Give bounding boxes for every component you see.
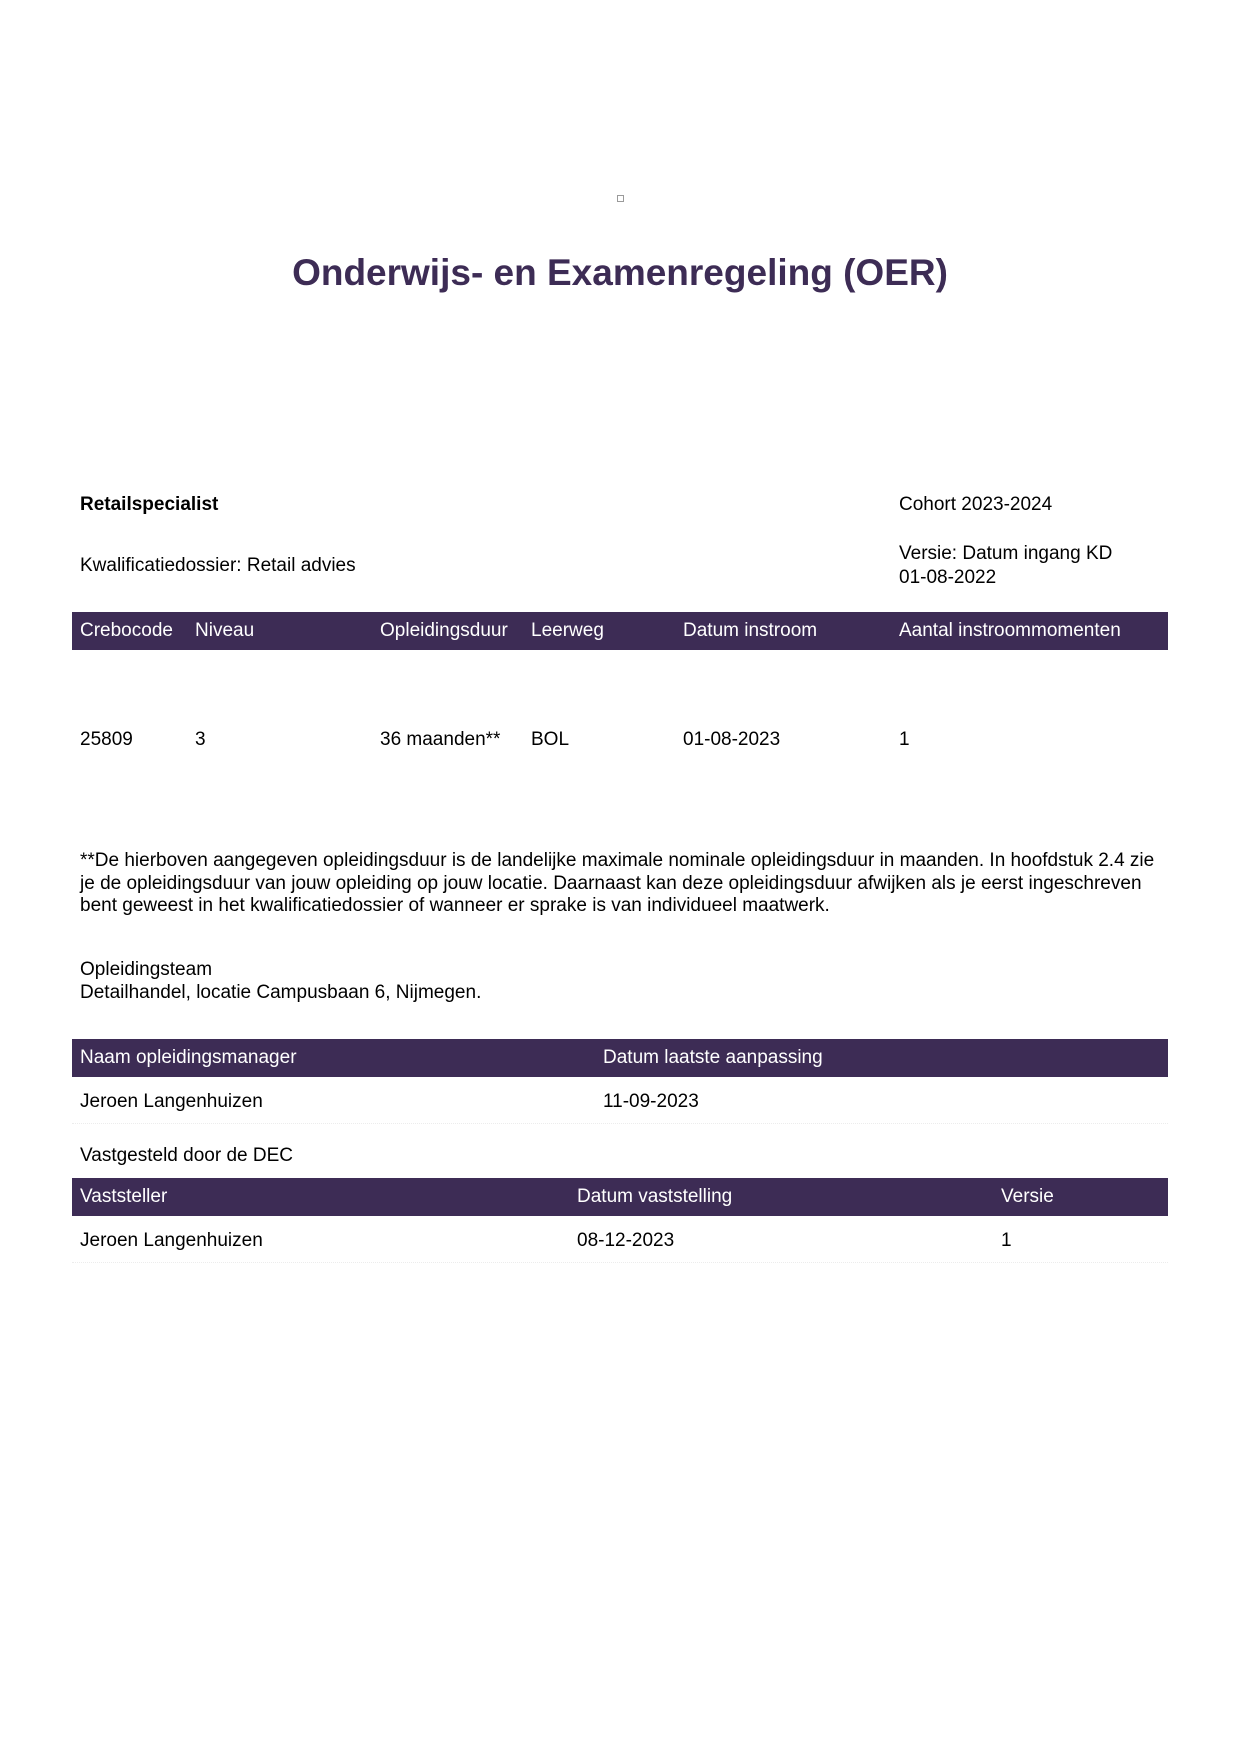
cell-laatste-aanpassing: 11-09-2023 xyxy=(603,1091,699,1112)
image-placeholder-icon xyxy=(617,195,624,202)
cell-manager-name: Jeroen Langenhuizen xyxy=(80,1091,263,1112)
cell-versie: 1 xyxy=(1001,1230,1012,1251)
cell-niveau: 3 xyxy=(195,729,206,750)
cell-crebocode: 25809 xyxy=(80,729,133,750)
header-datum-vaststelling: Datum vaststelling xyxy=(577,1186,733,1207)
header-naam-opleidingsmanager: Naam opleidingsmanager xyxy=(80,1047,297,1068)
cohort-label: Cohort 2023-2024 xyxy=(899,494,1053,515)
cell-vaststeller: Jeroen Langenhuizen xyxy=(80,1230,263,1251)
opleidingsteam-block xyxy=(80,958,481,1004)
versie-label-line2: 01-08-2022 xyxy=(899,567,997,588)
cell-datum-instroom: 01-08-2023 xyxy=(683,729,781,750)
header-niveau: Niveau xyxy=(195,620,255,641)
manager-table-header xyxy=(72,1039,1168,1077)
footnote-text: **De hierboven aangegeven opleidingsduur is de landelijke maximale nominale opleidingsduur in maanden. In hoofdstuk 2.4 zie je de opleidingsduur van jouw opleiding op jouw locatie. Daarnaast kan deze opleidingsduur afwijken als je eerst ingeschreven bent geweest in het kwalificatiedossier of wanneer er sprake is van individueel maatwerk. xyxy=(80,850,1155,916)
row-divider xyxy=(72,1262,1168,1263)
kwalificatiedossier-label: Kwalificatiedossier: Retail advies xyxy=(80,555,356,576)
cell-aantal-instroommomenten: 1 xyxy=(899,729,910,750)
cell-leerweg: BOL xyxy=(531,729,570,750)
opleiding-name: Retailspecialist xyxy=(80,494,219,515)
main-table-header xyxy=(72,612,1168,650)
header-versie: Versie xyxy=(1001,1186,1054,1207)
header-datum-instroom: Datum instroom xyxy=(683,620,818,641)
cell-datum-vaststelling: 08-12-2023 xyxy=(577,1230,675,1251)
header-opleidingsduur: Opleidingsduur xyxy=(380,620,508,641)
cell-opleidingsduur: 36 maanden** xyxy=(380,729,501,750)
row-divider xyxy=(72,1123,1168,1124)
header-vaststeller: Vaststeller xyxy=(80,1186,168,1207)
header-aantal-instroommomenten: Aantal instroommomenten xyxy=(899,620,1121,641)
header-crebocode: Crebocode xyxy=(80,620,173,641)
document-title: Onderwijs- en Examenregeling (OER) xyxy=(292,252,948,293)
versie-label-line1: Versie: Datum ingang KD xyxy=(899,543,1113,564)
team-label: Opleidingsteam xyxy=(80,959,213,980)
header-datum-laatste-aanpassing: Datum laatste aanpassing xyxy=(603,1047,823,1068)
vaststelling-table-header xyxy=(72,1178,1168,1216)
dec-label: Vastgesteld door de DEC xyxy=(80,1145,293,1166)
header-leerweg: Leerweg xyxy=(531,620,604,641)
team-location: Detailhandel, locatie Campusbaan 6, Nijmegen. xyxy=(80,982,482,1003)
